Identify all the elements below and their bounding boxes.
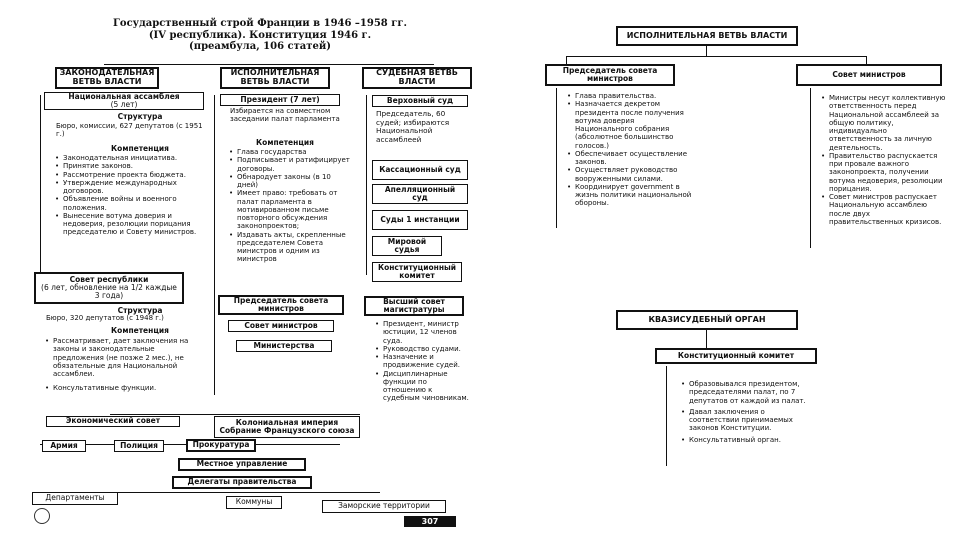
list-item: • Обнародует законы (в 10 дней) <box>237 173 352 190</box>
pm-list <box>566 92 692 208</box>
executive-header-right: ИСПОЛНИТЕЛЬНАЯ ВЕТВЬ ВЛАСТИ <box>616 26 798 46</box>
police-box: Полиция <box>114 440 164 452</box>
list-item: • Образовывался президентом, председателями палат, по 7 депутатов от каждой из палат. <box>689 380 806 405</box>
president-competence-label: Компетенция <box>256 138 314 147</box>
departments-box: Департаменты <box>32 492 118 505</box>
list-item: • Подписывает и ратифицирует договоры. <box>237 156 352 173</box>
title-line-2: (IV республика). Конституция 1946 г. <box>148 29 372 41</box>
list-item: • Глава правительства. <box>575 92 692 100</box>
supreme-court-text: Председатель, 60 судей; избираются Национальной ассамблеей <box>376 109 450 144</box>
list-item: • Глава государства <box>237 148 352 156</box>
list-item: • Законодательная инициатива. <box>63 154 208 162</box>
supreme-court-box: Верховный суд <box>372 95 468 107</box>
title-line-1: Государственный строй Франции в 1946 –1958 гг. <box>113 18 407 29</box>
economic-council-box: Экономический совет <box>46 416 180 427</box>
council-republic-term: (6 лет, обновление на 1/2 каждые 3 года) <box>41 282 177 301</box>
list-item: • Давал заключения о соответствии принимаемых законов Конституции. <box>689 408 806 433</box>
page-title <box>70 18 450 53</box>
council-structure-text: Бюро, 320 депутатов (с 1948 г.) <box>46 314 164 322</box>
assembly-structure-label: Структура <box>117 112 163 121</box>
list-item: • Издавать акты, скрепленные председателем Совета министров и одним из министров <box>237 231 352 264</box>
council-competence-label: Компетенция <box>111 326 169 335</box>
national-assembly-box <box>44 92 204 110</box>
executive-branch-header: ИСПОЛНИТЕЛЬНАЯ ВЕТВЬ ВЛАСТИ <box>220 67 330 89</box>
council-ministers-list <box>820 94 946 226</box>
quasi-judicial-header: КВАЗИСУДЕБНЫЙ ОРГАН <box>616 310 798 330</box>
army-box: Армия <box>42 440 86 452</box>
list-item: • Президент, министр юстиции, 12 членов суда. <box>383 320 470 345</box>
list-item: • Дисциплинарные функции по отношению к судебным чиновникам. <box>383 370 470 403</box>
page-number: 307 <box>404 516 456 527</box>
assembly-competence-label: Компетенция <box>111 144 169 153</box>
list-item: • Консультативные функции. <box>53 384 206 392</box>
pm-box: Председатель совета министров <box>218 295 344 315</box>
list-item: • Координирует government в жизнь политики национальной обороны. <box>575 183 692 208</box>
assembly-structure-text: Бюро, комиссии, 627 депутатов (с 1951 г.) <box>56 122 203 139</box>
magistrate-box: Мировой судья <box>372 236 442 256</box>
magistracy-list <box>374 320 470 403</box>
constitutional-committee-box-right: Конституционный комитет <box>655 348 817 364</box>
list-item: • Рассмотрение проекта бюджета. <box>63 171 208 179</box>
assembly-competence-list <box>54 154 208 237</box>
pm-box-right: Председатель совета министров <box>545 64 675 86</box>
list-item: • Назначается декретом президента после получения вотума доверия Национального собрания (абсолютное большинство голосов.) <box>575 100 692 150</box>
constitutional-committee-list <box>680 380 806 444</box>
list-item: • Руководство судами. <box>383 345 470 353</box>
list-item: • Имеет право: требовать от палат парламента в мотивированном письме повторного обсуждения законопроектов; <box>237 189 352 230</box>
list-item: • Министры несут коллективную ответственность перед Национальной ассамблеей за общую политику, индивидуально ответственность за личную деятельность. <box>829 94 946 152</box>
list-item: • Утверждение международных договоров. <box>63 179 208 196</box>
french-union-label: Собрание Французского союза <box>219 426 355 435</box>
council-ministers-box-right: Совет министров <box>796 64 942 86</box>
national-assembly-title: Национальная ассамблея <box>68 91 180 101</box>
president-intro: Избирается на совместном заседании палат парламента <box>230 107 340 124</box>
list-item: • Вынесение вотума доверия и недоверия, резолюции порицания председателю и Совету министров. <box>63 212 208 237</box>
council-structure-label: Структура <box>117 306 163 315</box>
list-item: • Совет министров распускает Национальную ассамблею после двух правительственных кризисов. <box>829 193 946 226</box>
prosecutor-box: Прокуратура <box>186 439 256 452</box>
cassation-court-box: Кассационный суд <box>372 160 468 180</box>
list-item: • Правительство распускается при провале важного законопроекта, получении вотума недоверия, резолюции порицания. <box>829 152 946 193</box>
ministries-box: Министерства <box>236 340 332 352</box>
president-box: Президент (7 лет) <box>220 94 340 106</box>
judicial-branch-header: СУДЕБНАЯ ВЕТВЬ ВЛАСТИ <box>362 67 472 89</box>
magistracy-box: Высший совет магистратуры <box>364 296 464 316</box>
council-republic-title: Совет республики <box>69 274 149 284</box>
list-item: • Принятие законов. <box>63 162 208 170</box>
title-line-3: (преамбула, 106 статей) <box>189 41 331 52</box>
list-item: • Рассматривает, дает заключения на законы и законодательные предложения (не позже 2 мес.), не обязательные для Национальной ассамблеи. <box>53 337 206 378</box>
council-ministers-box: Совет министров <box>228 320 334 332</box>
publisher-logo-icon <box>34 508 50 524</box>
colonial-empire-box <box>214 416 360 438</box>
legislative-branch-header: ЗАКОНОДАТЕЛЬНАЯ ВЕТВЬ ВЛАСТИ <box>55 67 159 89</box>
list-item: • Обеспечивает осуществление законов. <box>575 150 692 167</box>
delegates-box: Делегаты правительства <box>172 476 312 489</box>
list-item: • Осуществляет руководство вооруженными силами. <box>575 166 692 183</box>
national-assembly-term: (5 лет) <box>110 100 138 109</box>
first-instance-courts-box: Суды 1 инстанции <box>372 210 468 230</box>
president-competence-list <box>228 148 352 264</box>
local-admin-box: Местное управление <box>178 458 306 471</box>
list-item: • Объявление войны и военного положения. <box>63 195 208 212</box>
list-item: • Назначение и продвижение судей. <box>383 353 470 370</box>
communes-box: Коммуны <box>226 496 282 509</box>
colonial-empire-label: Колониальная империя <box>235 417 339 427</box>
appeal-court-box: Апелляционный суд <box>372 184 468 204</box>
constitutional-committee-box: Конституционный комитет <box>372 262 462 282</box>
council-competence-list <box>44 337 206 393</box>
overseas-box: Заморские территории <box>322 500 446 513</box>
list-item: • Консультативный орган. <box>689 436 806 444</box>
council-republic-box <box>34 272 184 304</box>
